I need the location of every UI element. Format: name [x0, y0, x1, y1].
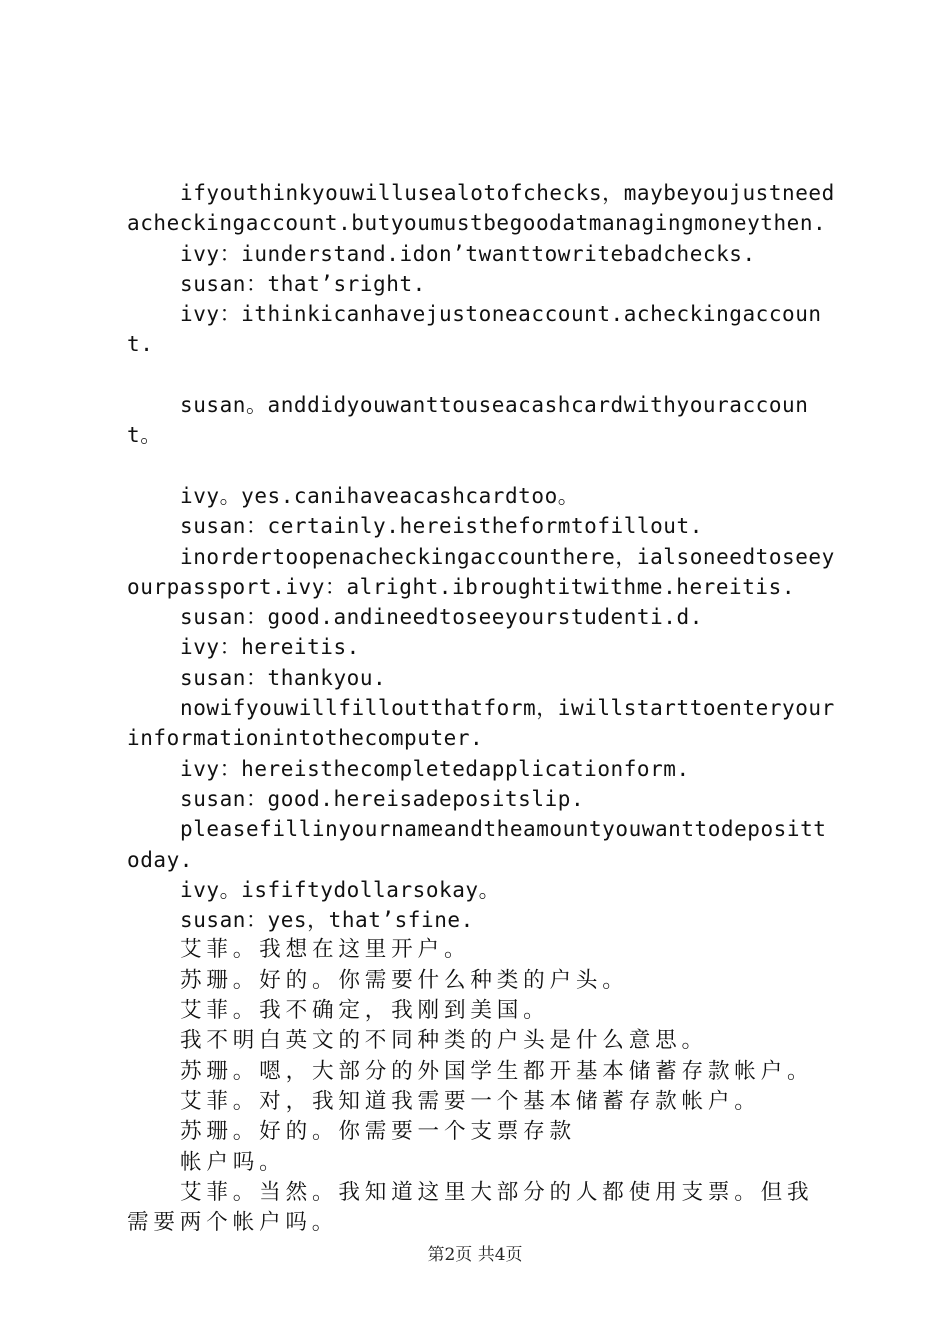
- paragraph: susan：yes，that’sfine.: [180, 908, 474, 933]
- paragraph: 苏珊。好的。你需要什么种类的户头。: [180, 967, 629, 993]
- paragraph: pleasefillinyournameandtheamountyouwanttodeposittoday.: [127, 817, 827, 872]
- paragraph: ivy：iunderstand.idon’twanttowritebadchecks.: [180, 241, 756, 266]
- paragraph: ivy：hereisthecompletedapplicationform.: [180, 756, 690, 781]
- paragraph: 苏珊。好的。你需要一个支票存款: [180, 1119, 576, 1145]
- paragraph: ifyouthinkyouwillusealotofchecks，maybeyoujustneedacheckingaccount.butyoumustbegoodatmanagingmoneythen.: [127, 181, 835, 236]
- paragraph: 苏珊。嗯，大部分的外国学生都开基本储蓄存款帐户。: [180, 1058, 814, 1084]
- paragraph: inordertoopenacheckingaccounthere，ialsoneedtoseeyourpassport.ivy：alright.ibroughtitwithme.hereitis.: [127, 544, 835, 599]
- paragraph: ivy。isfiftydollarsokay。: [180, 877, 501, 902]
- paragraph: susan：that’sright.: [180, 271, 426, 296]
- page-number-label: 第2页 共4页: [427, 1245, 523, 1265]
- document-body: [127, 178, 835, 1238]
- paragraph: susan：thankyou.: [180, 665, 387, 690]
- paragraph: susan：certainly.hereistheformtofillout.: [180, 514, 703, 539]
- paragraph: 艾菲。当然。我知道这里大部分的人都使用支票。但我需要两个帐户吗。: [127, 1179, 814, 1236]
- paragraph: susan：good.hereisadepositslip.: [180, 786, 585, 811]
- paragraph: 艾菲。对，我知道我需要一个基本储蓄存款帐户。: [180, 1088, 761, 1114]
- page-footer: [0, 1240, 950, 1265]
- paragraph: ivy：hereitis.: [180, 635, 360, 660]
- paragraph: 艾菲。我想在这里开户。: [180, 937, 471, 963]
- paragraph: susan：good.andineedtoseeyourstudenti.d.: [180, 605, 703, 630]
- paragraph: 我不明白英文的不同种类的户头是什么意思。: [180, 1028, 708, 1054]
- paragraph: 艾菲。我不确定，我刚到美国。: [180, 998, 550, 1024]
- paragraph: nowifyouwillfilloutthatform，iwillstarttoenteryourinformationintothecomputer.: [127, 696, 835, 751]
- paragraph: 帐户吗。: [180, 1149, 286, 1175]
- paragraph: ivy。yes.canihaveacashcardtoo。: [180, 483, 580, 508]
- paragraph: ivy：ithinkicanhavejustoneaccount.acheckingaccount.: [127, 302, 822, 357]
- paragraph: susan。anddidyouwanttouseacashcardwithyouraccount。: [127, 393, 809, 448]
